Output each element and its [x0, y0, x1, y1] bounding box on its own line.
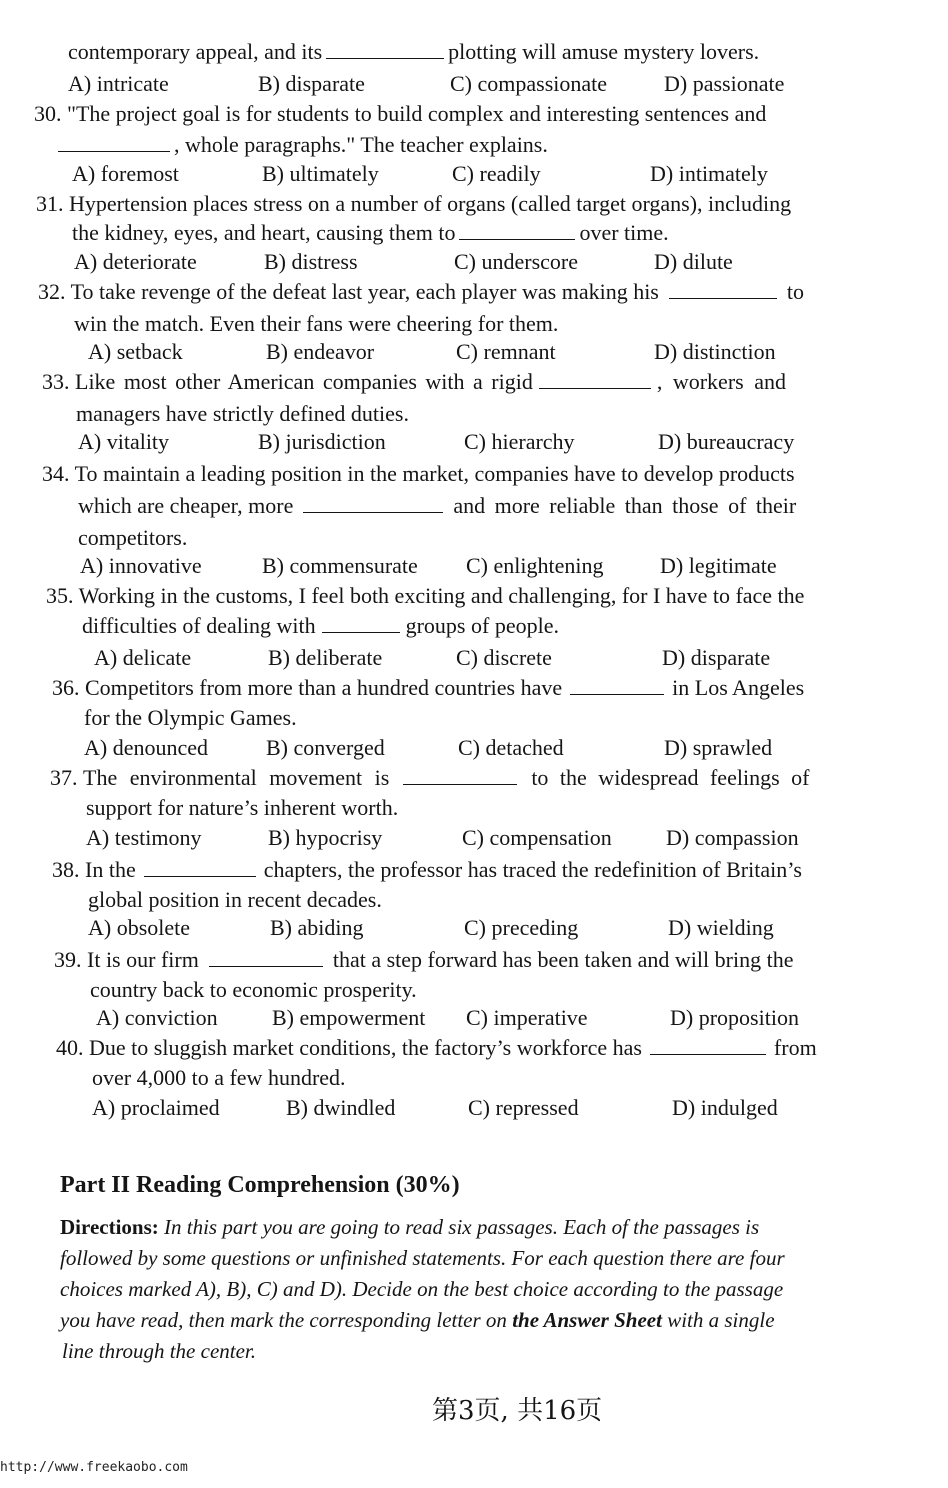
question-text: Like most other American companies with a rigid — [75, 369, 533, 394]
answer-blank — [58, 133, 170, 152]
answer-sheet-emphasis: the Answer Sheet — [512, 1308, 662, 1332]
option-d: D) wielding — [668, 915, 774, 940]
question-number: 38. — [52, 857, 80, 882]
question-text: The environmental movement is — [83, 765, 390, 790]
q34-continuation-2: competitors. — [78, 525, 188, 550]
option-b: B) jurisdiction — [258, 429, 386, 454]
answer-blank — [322, 614, 400, 633]
q32-options — [88, 338, 828, 366]
question-number: 35. — [46, 583, 74, 608]
option-d: D) distinction — [654, 339, 776, 364]
q34-options — [80, 552, 820, 580]
question-number: 31. — [36, 191, 64, 216]
answer-blank — [650, 1036, 766, 1055]
option-c: C) compassionate — [450, 71, 608, 96]
option-d: D) disparate — [662, 645, 771, 670]
option-d: D) passionate — [664, 71, 785, 96]
option-d: D) sprawled — [664, 735, 773, 760]
source-url: http://www.freekaobo.com — [0, 1460, 188, 1475]
question-text: Hypertension places stress on a number of organs (called target organs), including — [69, 191, 792, 216]
option-c: C) detached — [458, 735, 564, 760]
option-c: C) readily — [452, 161, 541, 186]
question-number: 32. — [38, 279, 66, 304]
q31-options — [74, 248, 814, 276]
q37-options — [86, 824, 826, 852]
question-36: 36. Competitors from more than a hundred countries have in Los Angeles — [52, 675, 805, 700]
question-text: To maintain a leading position in the market, companies have to develop products — [74, 461, 795, 486]
option-b: B) abiding — [270, 915, 364, 940]
option-c: C) underscore — [454, 249, 579, 274]
q39-options — [96, 1004, 836, 1032]
option-b: B) hypocrisy — [268, 825, 383, 850]
q40-continuation: over 4,000 to a few hundred. — [92, 1065, 346, 1090]
option-a: A) testimony — [86, 825, 202, 850]
option-a: A) intricate — [68, 71, 169, 96]
option-b: B) distress — [264, 249, 358, 274]
q32-continuation: win the match. Even their fans were cheering for them. — [74, 311, 559, 336]
option-b: B) ultimately — [262, 161, 379, 186]
question-text: Working in the customs, I feel both exciting and challenging, for I have to face the — [78, 583, 805, 608]
answer-blank — [669, 280, 777, 299]
q33-continuation: managers have strictly defined duties. — [76, 401, 409, 426]
option-c: C) preceding — [464, 915, 579, 940]
option-d: D) intimately — [650, 161, 768, 186]
answer-blank — [403, 766, 517, 785]
q29-continuation: contemporary appeal, and its plotting will amuse mystery lovers. — [68, 39, 760, 64]
q37-continuation: support for nature’s inherent worth. — [86, 795, 399, 820]
option-a: A) setback — [88, 339, 183, 364]
answer-blank — [326, 40, 444, 59]
question-text: It is our firm — [87, 947, 199, 972]
section-heading: Part II Reading Comprehension (30%) — [60, 1172, 460, 1198]
option-b: B) commensurate — [262, 553, 418, 578]
option-b: B) dwindled — [286, 1095, 396, 1120]
option-a: A) obsolete — [88, 915, 191, 940]
question-text: To take revenge of the defeat last year, each player was making his — [70, 279, 659, 304]
question-number: 39. — [54, 947, 82, 972]
option-c: C) remnant — [456, 339, 556, 364]
q31-continuation: the kidney, eyes, and heart, causing them to over time. — [72, 220, 669, 245]
option-a: A) denounced — [84, 735, 209, 760]
option-c: C) imperative — [466, 1005, 588, 1030]
q38-continuation: global position in recent decades. — [88, 887, 382, 912]
question-text: In the — [85, 857, 136, 882]
question-number: 34. — [42, 461, 70, 486]
option-b: B) converged — [266, 735, 385, 760]
q36-continuation: for the Olympic Games. — [84, 705, 297, 730]
answer-blank — [303, 494, 443, 513]
question-number: 30. — [34, 101, 62, 126]
directions-line-5: line through the center. — [62, 1339, 257, 1363]
q29-options — [68, 70, 808, 98]
question-35 — [46, 582, 804, 610]
option-d: D) dilute — [654, 249, 733, 274]
directions-line-3: choices marked A), B), C) and D). Decide on the best choice according to the passage — [60, 1277, 784, 1301]
option-b: B) disparate — [258, 71, 365, 96]
option-d: D) proposition — [670, 1005, 799, 1030]
question-number: 40. — [56, 1035, 84, 1060]
q30-options — [72, 160, 812, 188]
answer-blank — [209, 948, 323, 967]
option-d: D) legitimate — [660, 553, 777, 578]
question-30 — [34, 100, 766, 128]
option-c: C) enlightening — [466, 553, 604, 578]
q30-continuation: , whole paragraphs." The teacher explains. — [58, 131, 548, 159]
option-a: A) proclaimed — [92, 1095, 220, 1120]
q34-continuation: which are cheaper, more and more reliable than those of their — [78, 493, 797, 518]
directions-line-1: Directions: In this part you are going to read six passages. Each of the passages is — [60, 1215, 760, 1239]
directions-label: Directions: — [60, 1215, 159, 1239]
option-a: A) conviction — [96, 1005, 218, 1030]
directions-line-2: followed by some questions or unfinished statements. For each question there are four — [60, 1246, 785, 1270]
question-33: 33. Like most other American companies with a rigid , workers and — [42, 369, 786, 394]
question-39: 39. It is our firm that a step forward has been taken and will bring the — [54, 947, 794, 972]
question-number: 36. — [52, 675, 80, 700]
question-text: "The project goal is for students to build complex and interesting sentences and — [67, 101, 767, 126]
q38-options — [88, 914, 828, 942]
question-number: 37. — [50, 765, 78, 790]
question-37: 37. The environmental movement is to the widespread feelings of — [50, 765, 810, 790]
q33-options — [78, 428, 818, 456]
question-number: 33. — [42, 369, 70, 394]
option-d: D) compassion — [666, 825, 799, 850]
question-38: 38. In the chapters, the professor has traced the redefinition of Britain’s — [52, 857, 802, 882]
option-b: B) empowerment — [272, 1005, 426, 1030]
question-31 — [36, 190, 791, 218]
answer-blank — [459, 221, 575, 240]
question-40: 40. Due to sluggish market conditions, the factory’s workforce has from — [56, 1035, 817, 1060]
option-b: B) deliberate — [268, 645, 383, 670]
answer-blank — [539, 370, 651, 389]
q35-options — [94, 644, 834, 672]
question-32: 32. To take revenge of the defeat last year, each player was making his to — [38, 279, 804, 304]
q39-continuation: country back to economic prosperity. — [90, 977, 417, 1002]
directions-line-4: you have read, then mark the corresponding letter on the Answer Sheet with a single — [60, 1308, 775, 1332]
answer-blank — [144, 858, 256, 877]
q40-options — [92, 1094, 832, 1122]
option-c: C) hierarchy — [464, 429, 575, 454]
option-d: D) bureaucracy — [658, 429, 795, 454]
option-d: D) indulged — [672, 1095, 778, 1120]
q36-options — [84, 734, 824, 762]
option-a: A) deteriorate — [74, 249, 197, 274]
option-c: C) repressed — [468, 1095, 579, 1120]
option-b: B) endeavor — [266, 339, 375, 364]
option-c: C) compensation — [462, 825, 612, 850]
option-a: A) innovative — [80, 553, 202, 578]
question-text: Due to sluggish market conditions, the factory’s workforce has — [89, 1035, 642, 1060]
option-a: A) vitality — [78, 429, 170, 454]
question-text: Competitors from more than a hundred countries have — [85, 675, 563, 700]
option-c: C) discrete — [456, 645, 552, 670]
option-a: A) foremost — [72, 161, 179, 186]
q35-continuation: difficulties of dealing with groups of people. — [82, 613, 559, 638]
page-number: 第3页, 共16页 — [432, 1396, 603, 1426]
question-34 — [42, 460, 795, 488]
answer-blank — [570, 676, 664, 695]
option-a: A) delicate — [94, 645, 192, 670]
